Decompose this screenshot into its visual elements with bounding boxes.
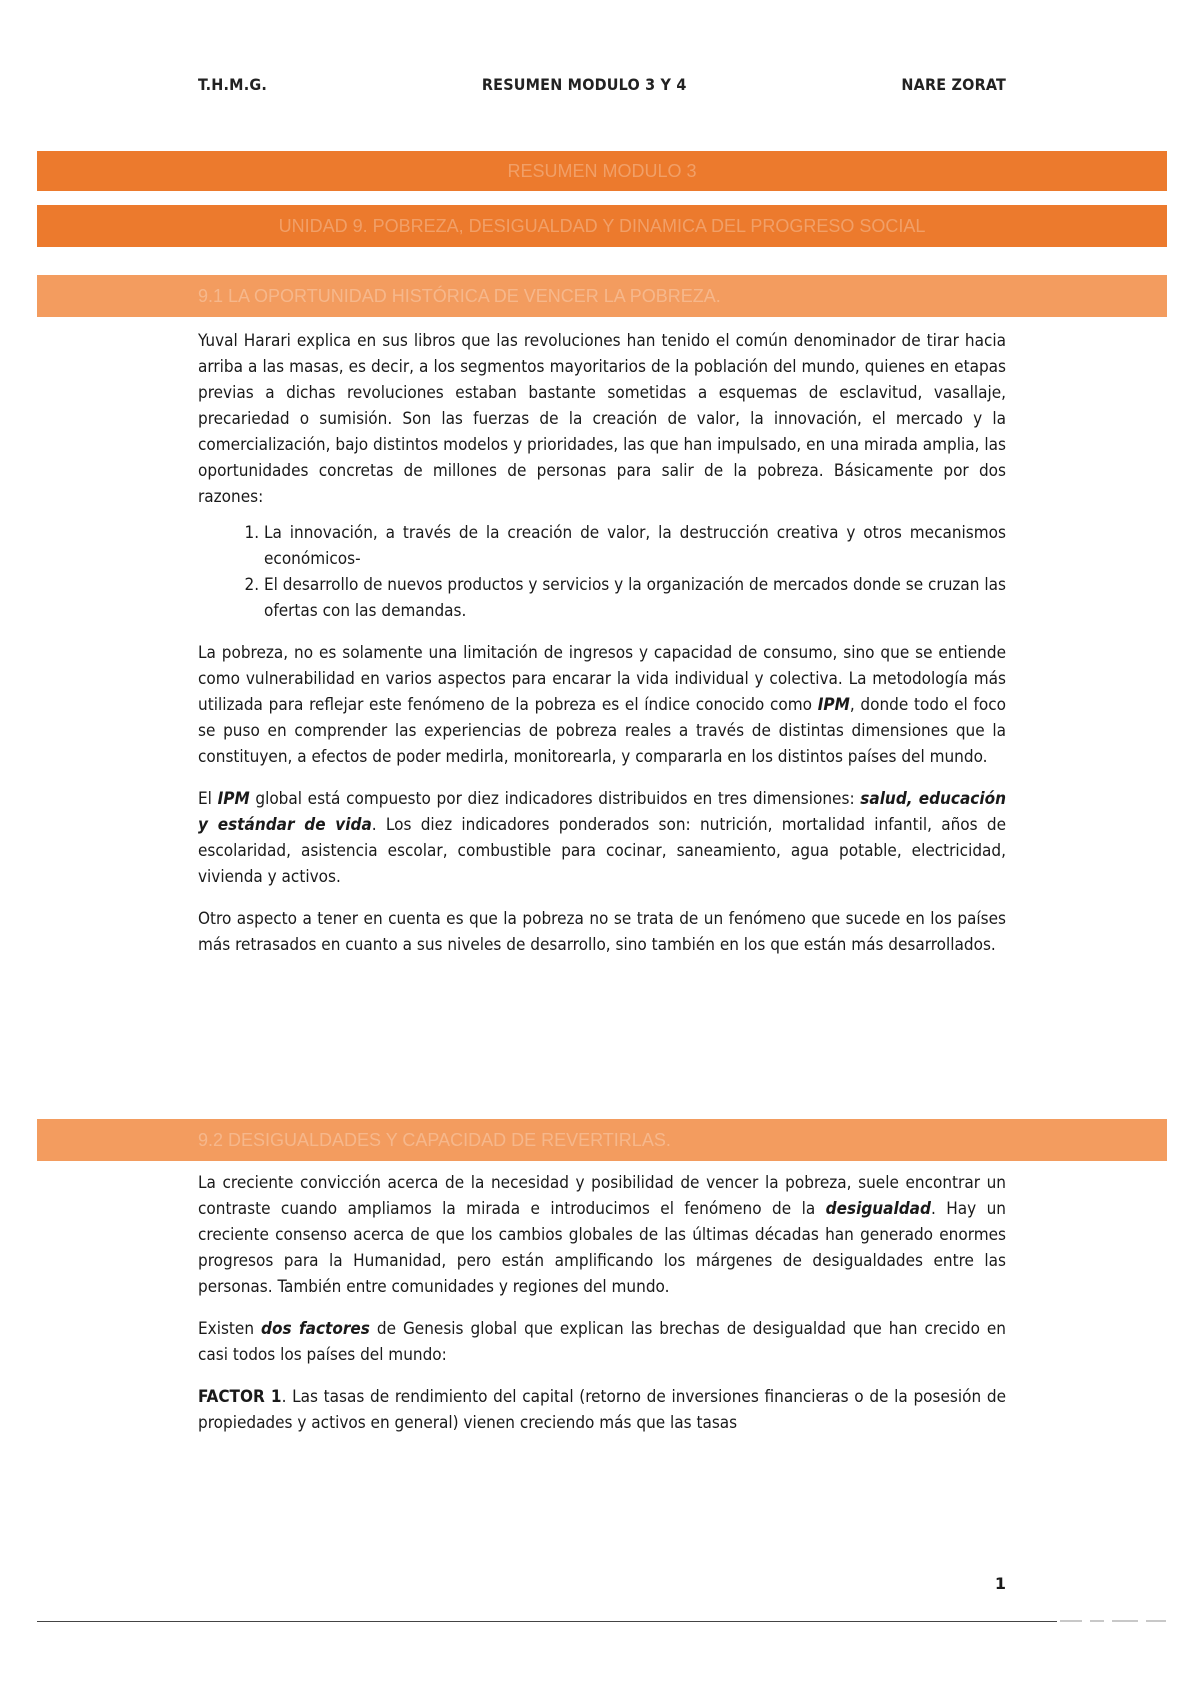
unit-title-bar bbox=[37, 205, 1167, 247]
unit-title: UNIDAD 9. POBREZA, DESIGUALDAD Y DINAMICA DEL PROGRESO SOCIAL bbox=[278, 216, 926, 236]
section-heading-bar-2 bbox=[37, 1119, 1167, 1161]
paragraph: Otro aspecto a tener en cuenta es que la pobreza no se trata de un fenómeno que sucede en los países más retrasados en cuanto a sus niveles de desarrollo, sino también en los que están más desarrollados. bbox=[198, 909, 1006, 955]
emphasis-ipm: IPM bbox=[217, 789, 250, 809]
header-initials: T.H.M.G. bbox=[198, 74, 268, 94]
emphasis-desigualdad: desigualdad bbox=[825, 1199, 931, 1219]
section-2-body bbox=[198, 1170, 1006, 1452]
page-header bbox=[198, 72, 1006, 96]
section-heading-1: 9.1 LA OPORTUNIDAD HISTÓRICA DE VENCER LA POBREZA. bbox=[198, 286, 721, 306]
paragraph: El IPM global está compuesto por diez indicadores distribuidos en tres dimensiones: salud, educación y estándar de vida. Los diez indicadores ponderados son: nutrición, mortalidad infantil, años de escolaridad, asistencia escolar, combustible para cocinar, saneamiento, agua potable, electricidad, vivienda y activos. bbox=[198, 789, 1006, 887]
numbered-list bbox=[198, 520, 1006, 624]
footer-rule bbox=[37, 1621, 1057, 1622]
paragraph: Yuval Harari explica en sus libros que las revoluciones han tenido el común denominador de tirar hacia arriba a las masas, es decir, a los segmentos mayoritarios de la población del mundo, quienes en etapas previas a dichas revoluciones estaban bastante sometidas a esquemas de esclavitud, vasallaje, precariedad o sumisión. Son las fuerzas de la creación de valor, la innovación, el mercado y la comercialización, bajo distintos modelos y prioridades, las que han impulsado, en una mirada amplia, las oportunidades concretas de millones de personas para salir de la pobreza. Básicamente por dos razones: bbox=[198, 331, 1006, 507]
footer-decoration bbox=[1060, 1619, 1170, 1623]
section-heading-2: 9.2 DESIGUALDADES Y CAPACIDAD DE REVERTIRLAS. bbox=[198, 1130, 671, 1150]
paragraph: La creciente convicción acerca de la necesidad y posibilidad de vencer la pobreza, suele encontrar un contraste cuando ampliamos la mirada e introducimos el fenómeno de la desigualdad. Hay un creciente consenso acerca de que los cambios globales de las últimas décadas han generado enormes progresos para la Humanidad, pero están amplificando los márgenes de desigualdades entre las personas. También entre comunidades y regiones del mundo. bbox=[198, 1173, 1007, 1297]
module-title: RESUMEN MODULO 3 bbox=[507, 161, 697, 181]
emphasis-dimensions: salud, educación y estándar de vida bbox=[198, 789, 1006, 835]
emphasis-dos-factores: dos factores bbox=[261, 1319, 370, 1339]
module-title-bar bbox=[37, 151, 1167, 191]
header-author: NARE ZORAT bbox=[901, 74, 1006, 94]
emphasis-ipm: IPM bbox=[817, 695, 850, 715]
list-item: 2. El desarrollo de nuevos productos y servicios y la organización de mercados donde se cruzan las ofertas con las demandas. bbox=[264, 572, 1006, 624]
list-item: 1. La innovación, a través de la creación de valor, la destrucción creativa y otros mecanismos económicos- bbox=[264, 520, 1006, 572]
paragraph: FACTOR 1. Las tasas de rendimiento del capital (retorno de inversiones financieras o de la posesión de propiedades y activos en general) vienen creciendo más que las tasas bbox=[198, 1387, 1006, 1433]
section-heading-bar-1 bbox=[37, 275, 1167, 317]
paragraph: La pobreza, no es solamente una limitación de ingresos y capacidad de consumo, sino que se entiende como vulnerabilidad en varios aspectos para encarar la vida individual y colectiva. La metodología más utilizada para reflejar este fenómeno de la pobreza es el índice conocido como IPM, donde todo el foco se puso en comprender las experiencias de pobreza reales a través de distintas dimensiones que la constituyen, a efectos de poder medirla, monitorearla, y compararla en los distintos países del mundo. bbox=[198, 643, 1006, 767]
page-number: 1 bbox=[994, 1574, 1006, 1593]
factor-label: FACTOR 1 bbox=[198, 1387, 282, 1407]
section-1-body bbox=[198, 328, 1006, 974]
header-title: RESUMEN MODULO 3 Y 4 bbox=[481, 74, 687, 94]
paragraph: Existen dos factores de Genesis global que explican las brechas de desigualdad que han crecido en casi todos los países del mundo: bbox=[198, 1319, 1006, 1365]
